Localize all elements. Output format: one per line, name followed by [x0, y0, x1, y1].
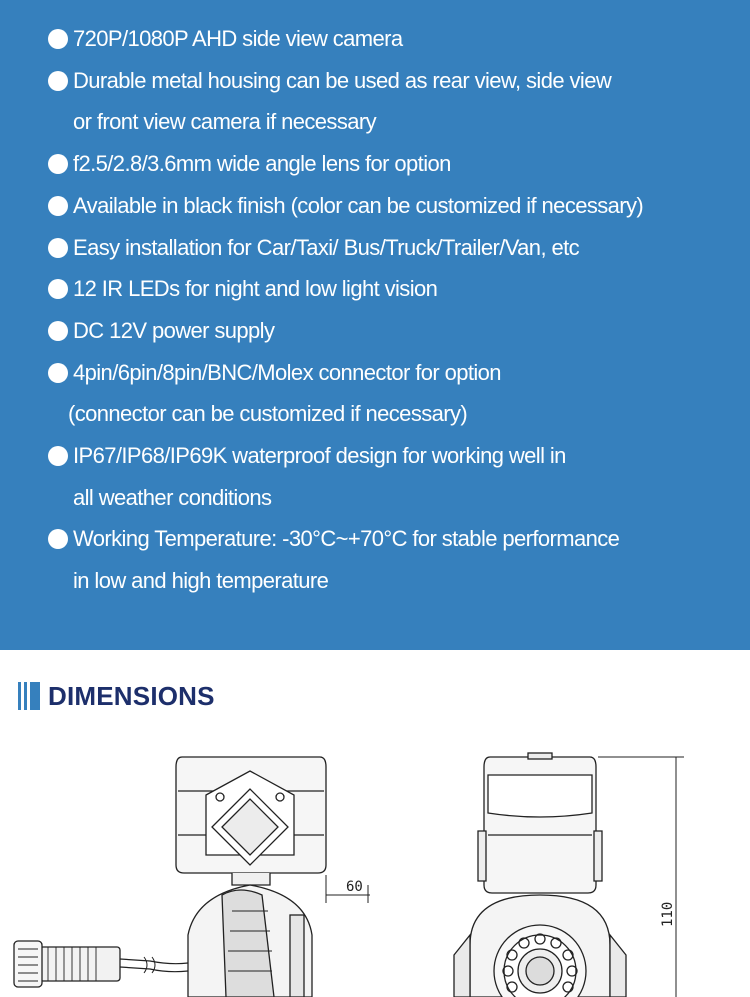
feature-item	[0, 353, 750, 393]
feature-item	[0, 269, 750, 309]
dimension-drawing	[0, 735, 750, 997]
feature-text: f2.5/2.8/3.6mm wide angle lens for option	[73, 151, 451, 177]
bullet-icon	[48, 363, 68, 383]
feature-item	[0, 519, 750, 559]
bullet-icon	[48, 279, 68, 299]
feature-item	[0, 228, 750, 268]
bullet-icon	[48, 238, 68, 258]
feature-text: in low and high temperature	[73, 568, 329, 594]
bullet-icon	[48, 29, 68, 49]
feature-item	[0, 311, 750, 351]
bullet-icon	[48, 446, 68, 466]
feature-text: DC 12V power supply	[73, 317, 275, 343]
bullet-icon	[48, 154, 68, 174]
width-dimension-label: 60	[346, 879, 363, 895]
feature-item	[0, 61, 750, 101]
feature-text: 4pin/6pin/8pin/BNC/Molex connector for option	[73, 359, 501, 385]
feature-item	[0, 19, 750, 59]
feature-text: 720P/1080P AHD side view camera	[73, 26, 403, 51]
feature-text: 12 IR LEDs for night and low light vision	[73, 276, 438, 302]
dimensions-title: DIMENSIONS	[48, 681, 215, 711]
feature-text: or front view camera if necessary	[73, 109, 376, 135]
feature-item	[0, 394, 750, 434]
bullet-icon	[48, 529, 68, 549]
feature-item	[0, 102, 750, 142]
bullet-icon	[48, 71, 68, 91]
bullet-icon	[48, 196, 68, 216]
feature-text: (connector can be customized if necessary)	[68, 401, 468, 427]
front-view-drawing	[454, 753, 684, 997]
section-title-bars	[18, 682, 42, 710]
feature-item	[0, 144, 750, 184]
feature-text: Available in black finish (color can be customized if necessary)	[73, 192, 644, 218]
side-view-drawing	[14, 757, 370, 997]
feature-item	[0, 436, 750, 476]
feature-item	[0, 561, 750, 601]
feature-text: all weather conditions	[73, 484, 272, 510]
height-dimension-label: 110	[660, 901, 676, 927]
bullet-icon	[48, 321, 68, 341]
feature-text: Easy installation for Car/Taxi/ Bus/Truck/Trailer/Van, etc	[73, 234, 580, 260]
feature-text: Working Temperature: -30°C~+70°C for stable performance	[73, 526, 620, 552]
feature-item	[0, 478, 750, 518]
feature-text: Durable metal housing can be used as rear view, side view	[73, 67, 612, 93]
feature-text: IP67/IP68/IP69K waterproof design for working well in	[73, 443, 566, 468]
feature-item	[0, 186, 750, 226]
